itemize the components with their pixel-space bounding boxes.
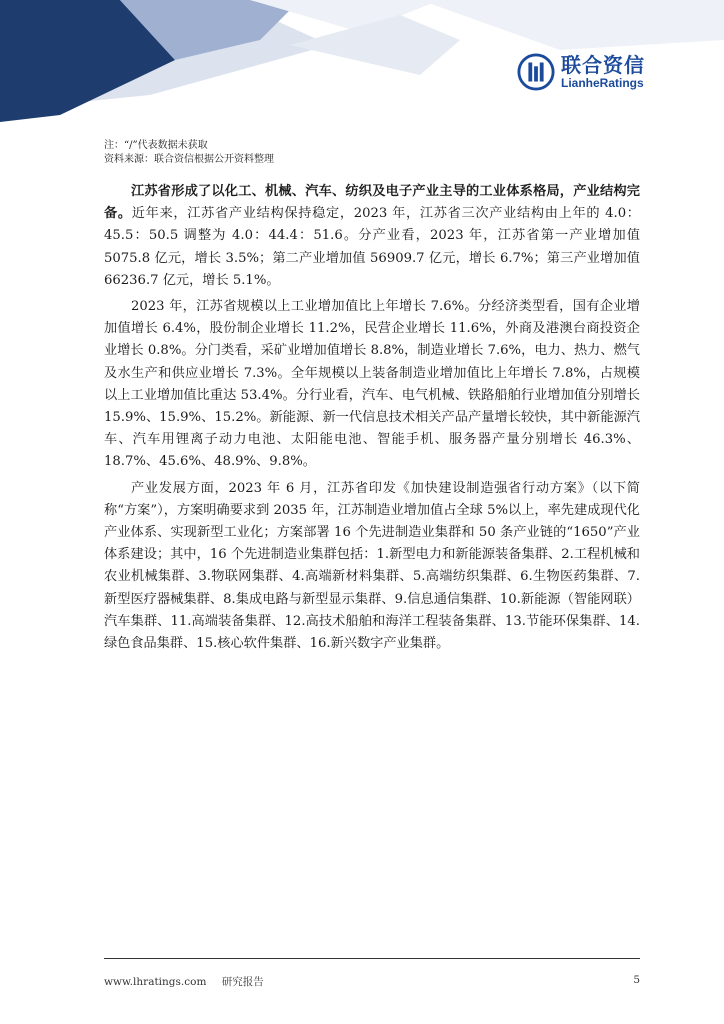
header-shape-pale-2 (290, 15, 460, 75)
footer-report-type: 研究报告 (221, 976, 264, 988)
paragraph-text: 近年来，江苏省产业结构保持稳定，2023 年，江苏省三次产业结构由上年的 4.0：45.5：50.5 调整为 4.0：44.4：51.6。分产业看，2023 年，江苏省第一产业增加值 5075.8 亿元，增长 3.5%；第二产业增加值 56909.7 亿元，增长 6.7%；第三产业增加值 66236.7 亿元，增长 5.1%。 (104, 206, 640, 288)
paragraph-text: 2023 年，江苏省规模以上工业增加值比上年增长 7.6%。分经济类型看，国有企业增加值增长 6.4%，股份制企业增长 11.2%，民营企业增长 11.6%，外商及港澳台商投资企业增长 0.8%。分门类看，采矿业增加值增长 8.8%，制造业增长 7.6%，电力、热力、燃气及水生产和供应业增长 7.3%。全年规模以上装备制造业增加值比上年增长 7.8%，占规模以上工业增加值比重达 53.4%。分行业看，汽车、电气机械、铁路船舶行业增加值分别增长 15.9%、15.9%、15.2%。新能源、新一代信息技术相关产品产量增长较快，其中新能源汽车、汽车用锂离子动力电池、太阳能电池、智能手机、服务器产量分别增长 46.3%、18.7%、45.6%、48.9%、9.8%。 (104, 299, 640, 470)
paragraph-industry-development (104, 478, 640, 656)
page-footer (104, 974, 640, 989)
table-notes (104, 139, 274, 167)
footer-divider (104, 958, 640, 959)
body-text (104, 181, 640, 659)
paragraph-text: 产业发展方面，2023 年 6 月，江苏省印发《加快建设制造强省行动方案》（以下简称“方案”），方案明确要求到 2035 年，江苏制造业增加值占全球 5%以上，率先建成现代化产业体系、实现新型工业化；方案部署 16 个先进制造业集群和 50 条产业链的“1650”产业体系建设；其中，16 个先进制造业集群包括：1.新型电力和新能源装备集群、2.工程机械和农业机械集群、3.物联网集群、4.高端新材料集群、5.高端纺织集群、6.生物医药集群、7.新型医疗器械集群、8.集成电路与新型显示集群、9.信息通信集群、10.新能源（智能网联）汽车集群、11.高端装备集群、12.高技术船舶和海洋工程装备集群、13.节能环保集群、14.绿色食品集群、15.核心软件集群、16.新兴数字产业集群。 (104, 480, 640, 652)
logo-english-name: LianheRatings (561, 76, 644, 90)
source-line: 资料来源：联合资信根据公开资料整理 (104, 154, 274, 165)
logo-chinese-name: 联合资信 (561, 53, 645, 77)
footer-website[interactable]: www.lhratings.com (104, 976, 207, 988)
paragraph-heading: 江苏省形成了以化工、机械、汽车、纺织及电子产业主导的工业体系格局，产业结构完备。 (104, 184, 640, 222)
paragraph-industrial-output (104, 296, 640, 474)
note-line: 注：“/”代表数据未获取 (104, 140, 208, 151)
header-shape-right (420, 0, 724, 50)
page-number: 5 (633, 974, 640, 986)
paragraph-industry-structure (104, 181, 640, 292)
company-logo (517, 53, 645, 91)
lianhe-logo-icon (517, 53, 555, 91)
